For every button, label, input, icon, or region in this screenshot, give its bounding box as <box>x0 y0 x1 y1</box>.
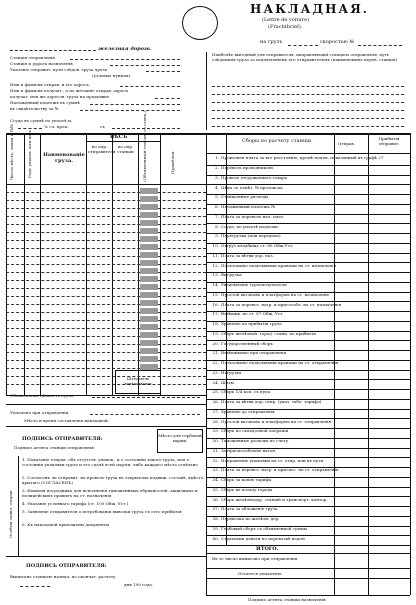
fee-item-number: 21. <box>212 350 219 356</box>
doc-subtitle-de: (Frachtbrief). <box>268 24 303 30</box>
weight-cell-shade <box>140 292 158 298</box>
cargo-label: на грузъ <box>260 39 283 45</box>
fee-item-label: Сборъ за копію тарифа <box>221 477 272 483</box>
sender-line: Наложенный платежъ въ суммѣ <box>10 100 80 105</box>
weight-cell-shade <box>140 332 158 338</box>
fee-item-label: Сборъ въ пользу города <box>221 486 273 492</box>
fee-item-label: Взвѣшив. по ст. 87 Общ. Уст. <box>221 311 284 317</box>
cargo-row-line <box>6 320 206 321</box>
fee-item <box>210 282 332 287</box>
fee-item <box>210 467 339 473</box>
fee-item-number: 5. <box>215 194 219 200</box>
stamp-place-box <box>157 429 203 453</box>
fee-item-number: 28. <box>212 418 219 424</box>
cargo-row-line <box>6 296 206 297</box>
fee-item <box>210 262 337 268</box>
fee-item <box>210 419 332 424</box>
special-note-item: 6. Къ накладной приложены документы <box>22 522 110 527</box>
date-line: дня 190 года. <box>124 582 154 587</box>
fee-item <box>210 438 332 443</box>
fee-item <box>210 185 332 190</box>
fee-item <box>210 409 332 414</box>
fee-item-label: Станціонные расходы <box>221 194 269 200</box>
cargo-row-line <box>6 200 206 201</box>
fee-item-label: Простой вагоновъ и платформъ на ст. отправленія <box>221 418 332 424</box>
fee-item <box>210 399 332 404</box>
fee-item-number: 9. <box>215 233 219 239</box>
special-note-item: 1. Показаніе отправ. объ отсутств. упаков., и о состояніи такого груза, или о состояніи упаковки груза и его сдачѣ всей партіи, либо каждаго мѣста отдѣльно <box>22 457 198 467</box>
sender-line: Указаніе отправит. пути слѣдов. груза чрезъ <box>10 67 108 72</box>
fee-item-number: 14. <box>212 282 219 288</box>
fee-item <box>210 370 332 375</box>
sender-line: Имя и фамилія получат., а по желанію отправ. адресъ <box>10 88 129 93</box>
special-note-item: 3. Фамилія посредника для исполненія таможенныхъ обрядностей, акцизныхъ и полицейскихъ правилъ на ст. назначенія <box>22 488 198 498</box>
fee-item-number: 39. <box>212 525 219 531</box>
sender-line: Станція и дорога назначенія. <box>10 61 75 66</box>
fee-item-label: Наложенный платежъ № <box>221 204 276 210</box>
fee-item-number: 16. <box>212 301 219 307</box>
col-packing-label: Родъ упаков. или нать <box>27 129 32 178</box>
fee-item-number: 2. <box>215 165 219 171</box>
doc-subtitle-fr: (Lettre de voiture) <box>262 17 309 23</box>
stamp-place-label: Мѣсто для гербовой марки. <box>158 433 202 443</box>
cargo-row-line <box>6 360 206 361</box>
fee-item <box>210 301 342 307</box>
weight-cell-shade <box>140 228 158 234</box>
cargo-row-line <box>6 336 206 337</box>
fee-item-label: Исправленіе упаковки на ст. отпр. или въ пути <box>221 457 324 463</box>
route-note: Наиболѣе выгодный для отправителя, направляющій станціею отправленія, путь слѣдованія груза за исключеніемъ его отправителемъ (наименованіе перев. станція) <box>212 52 398 63</box>
fees-header-arrival: Прибытія отправит. <box>378 136 400 146</box>
fee-item-label: Гербовый сборъ съ объявленной суммы <box>221 525 307 531</box>
weight-cell-shade <box>140 324 158 330</box>
sender-sign-label: ПОДПИСЬ ОТПРАВИТЕЛЯ: <box>22 436 103 442</box>
cargo-row-line <box>6 288 206 289</box>
total-label: ИТОГО. <box>256 546 279 552</box>
cargo-row-line <box>6 192 206 193</box>
fee-item <box>210 389 332 394</box>
weight-cell-shade <box>140 308 158 314</box>
fee-item-label: Щиты <box>221 379 234 385</box>
fee-item <box>210 243 332 248</box>
declared-value-label: Объявленная цѣнность груза <box>10 393 74 398</box>
cargo-row-line <box>6 256 206 257</box>
cargo-row-line <box>6 304 206 305</box>
col-weight-sender: по опр. отправителя <box>88 144 116 154</box>
fee-item-label: Перевозъ проводниковъ <box>221 165 274 171</box>
fee-item-number: 4. <box>215 184 219 190</box>
fee-row-line <box>206 545 410 546</box>
railway-label: железная дорога. <box>98 46 152 52</box>
fee-item-number: 24. <box>212 379 219 385</box>
special-notes-label: Особыя заявл. отправ. <box>8 489 13 538</box>
fee-item-number: 10. <box>212 243 219 249</box>
fee-item <box>210 331 332 336</box>
fee-item <box>210 292 332 297</box>
fee-item <box>210 272 332 277</box>
cargo-row-line <box>6 264 206 265</box>
cargo-row-line <box>6 232 206 233</box>
fee-item <box>210 311 332 316</box>
fee-item-number: 12. <box>212 262 219 268</box>
fee-item-number: 19. <box>212 330 219 336</box>
weight-cell-shade <box>140 356 158 362</box>
fee-item-number: 32. <box>212 457 219 463</box>
cargo-row-line <box>6 344 206 345</box>
fee-item-label: Провозъ отгружаемаго товара <box>221 174 288 180</box>
col-declared-label: (Объявленный отправ. со станц.) <box>142 110 147 182</box>
fee-item-number: 8. <box>215 223 219 229</box>
agent-sign-label: Подпись агента станціи отправленія: <box>14 445 96 450</box>
col-weight-label: ВѢСЪ <box>110 134 128 140</box>
cargo-row-line <box>6 352 206 353</box>
sender-sign2-label: ПОДПИСЬ ОТПРАВИТЕЛЯ: <box>26 563 107 569</box>
remaining-label: Остается доплатить <box>238 571 282 576</box>
col-notes-label: Примѣчан. <box>170 150 175 174</box>
fee-item-number: 1. <box>215 155 219 161</box>
weight-cell-shade <box>140 284 158 290</box>
fee-item-label: Простой вагоновъ и платформъ на ст. назначенія <box>221 291 329 297</box>
fee-item-label: Плата за вѣтви дор. наз. <box>221 252 274 258</box>
special-note-item: 2. Согласенъ ли отправит. на провозъ груза въ открытомъ подвиж. составѣ, вмѣсто крытаго (СОГЛАСЕНЪ) <box>22 475 204 485</box>
cargo-row-line <box>6 224 206 225</box>
fee-item <box>210 155 384 161</box>
fee-item-label: Таможенные расходы по счету <box>221 438 289 444</box>
weight-cell-shade <box>140 260 158 266</box>
loan-line: Ссуда въ суммѣ по уплатѣ.м. <box>10 118 73 123</box>
fees-header-departure: Отправ. <box>338 141 356 146</box>
fee-item <box>210 233 332 238</box>
fee-item-label: Плата за перевоз. нагр. и приспос. на ст. отправленія <box>221 467 339 473</box>
fee-item-number: 27. <box>212 408 219 414</box>
fee-item <box>210 341 332 346</box>
cargo-row-line <box>6 280 206 281</box>
fee-item-number: 6. <box>215 204 219 210</box>
fee-item-label: Отгруз кладбище ст. 60 Общ.Уст. <box>221 243 294 249</box>
weighing-stamp-label: Штемпель взвѣшиванія <box>124 376 152 386</box>
paid-at-departure: Въ то число выписано при отправленіи <box>212 556 298 561</box>
special-note-item: 5. Заявленіе отправителя о потребованіи вывозки груза съ сего прибытія <box>22 509 182 514</box>
weighing-stamp-box <box>115 370 161 394</box>
fee-item <box>210 253 332 258</box>
sender-line: Имя и фамилія отправ. и его адресъ. <box>10 82 91 87</box>
fee-item-label: Взвѣшиваніе при отправленіи <box>221 350 287 356</box>
weight-cell-shade <box>140 348 158 354</box>
fee-item <box>210 175 332 180</box>
issued-label: Выписано станцією назнач. по окончат. расчету <box>10 574 116 579</box>
sender-line: получат. или же адресов. груза на предъявит. <box>10 94 111 99</box>
fee-item <box>210 506 332 511</box>
fee-item-label: Перевозка по желѣзн. дор. <box>221 516 280 522</box>
fee-item-label: Нагрузка <box>221 369 242 375</box>
cargo-row-line <box>6 328 206 329</box>
fee-item-label: Плата за обложеніе груза <box>221 506 278 512</box>
cargo-row-line <box>6 312 206 313</box>
special-note-item: 4. Указаніе условнаго тарифа (ст. 100 Общ. Уст.) <box>22 501 129 506</box>
loan-interest: % сл. проц. <box>44 124 69 129</box>
fee-item <box>210 214 332 219</box>
fee-item-label: Плата за перевоз. нагр. и присособл. на ст. назначенія <box>221 301 342 307</box>
col-places-label: Число мѣстъ, знаки и №№ <box>9 124 14 180</box>
paid-label: Уплачено при отправленіи <box>10 410 69 415</box>
fee-item-label: Провозная плата за все расстояніе, кромѣ платы, показанный въ графѣ 27 <box>221 155 384 161</box>
speed-label: скоростью № <box>320 39 355 45</box>
cargo-row-line <box>6 208 206 209</box>
fee-item <box>210 380 332 385</box>
fee-item-number: 25. <box>212 389 219 395</box>
fee-item-number: 18. <box>212 321 219 327</box>
stamp-circle <box>182 6 218 40</box>
fee-item-number: 36. <box>212 496 219 502</box>
fee-item <box>210 350 332 355</box>
col-name-label: Наименованіе груза. <box>43 152 85 164</box>
fee-item <box>210 526 332 531</box>
sender-line: въ свидѣтельству за № <box>10 106 59 111</box>
place-time-label: Мѣсто и время составленія накладной: <box>24 418 110 423</box>
fee-item-label: Государственный сборъ <box>221 340 273 346</box>
dest-agent-sign: Подпись агента станціи назначенія. <box>248 597 327 602</box>
fee-item <box>210 477 332 482</box>
fee-item-label: Цѣна съ отмѣт. № протокола <box>221 184 283 190</box>
weight-cell-shade <box>140 220 158 226</box>
fee-item-label: Сборъ желѣзнодор. станцій и транспорт. контор. <box>221 496 328 502</box>
fee-item-number: 23. <box>212 369 219 375</box>
weight-cell-shade <box>140 244 158 250</box>
loan-from: съ <box>100 124 105 129</box>
weight-cell-shade <box>140 268 158 274</box>
cargo-row-line <box>6 248 206 249</box>
fee-item <box>210 165 332 170</box>
weight-cell-shade <box>140 316 158 322</box>
cargo-row-line <box>6 216 206 217</box>
fee-item-label: Ссуда, по уплатѣ подъемн. <box>221 223 280 229</box>
fee-item-label: Сборъ по складочной операціи <box>221 428 289 434</box>
fee-item-number: 40. <box>212 535 219 541</box>
cargo-row-line <box>6 272 206 273</box>
fee-item <box>210 516 332 521</box>
weight-cell-shade <box>140 300 158 306</box>
fee-item-label: Выгрузка <box>221 272 242 278</box>
cargo-row-line <box>6 376 206 377</box>
sender-line: Станція отправленія. <box>10 55 57 60</box>
weight-cell-shade <box>140 204 158 210</box>
weight-cell-shade <box>140 276 158 282</box>
weight-cell-shade <box>140 236 158 242</box>
fee-item <box>210 448 332 453</box>
fee-item-number: 38. <box>212 516 219 522</box>
fee-item-number: 37. <box>212 506 219 512</box>
fee-item-number: 29. <box>212 428 219 434</box>
fee-item-number: 22. <box>212 360 219 366</box>
weight-cell-shade <box>140 188 158 194</box>
fee-item-number: 13. <box>212 272 219 278</box>
fee-item-label: Страховыя деньги по перевозкѣ водою <box>221 535 306 541</box>
sender-line: (узловые пункты). <box>92 73 132 78</box>
fee-item-number: 15. <box>212 291 219 297</box>
weight-cell-shade <box>140 196 158 202</box>
fee-item <box>210 224 332 229</box>
fee-item-label: За приспособленіе вагон. <box>221 447 277 453</box>
fee-item-label: Сборъ желѣзной. город. станц. по прибытіи <box>221 330 316 336</box>
fee-item-number: 33. <box>212 467 219 473</box>
fee-item-number: 7. <box>215 213 219 219</box>
fee-item-label: Перегрузка (или передача) <box>221 233 281 239</box>
fee-item <box>210 487 332 492</box>
fee-item-number: 34. <box>212 477 219 483</box>
fee-item-label: Сборъ 1/4 коп. съ пуда <box>221 389 271 395</box>
fee-item <box>210 428 332 433</box>
fee-item-label: Пользованіе подъемными кранами на ст. назначенія <box>221 262 337 268</box>
fee-item-label: Плата за перевозъ нал. плат. <box>221 213 285 219</box>
fee-item <box>210 536 332 541</box>
cargo-row-line <box>6 240 206 241</box>
fee-item-label: Храненіе по прибытіи груза <box>221 321 282 327</box>
col-weight-station: по опр. станціи <box>117 144 134 154</box>
fee-item <box>210 458 332 463</box>
fee-item-label: Плата за вѣтви дор. отпр. (указ. табл. тарифа) <box>221 399 322 405</box>
fees-header: Сборы по расчету станціи. <box>242 138 313 144</box>
fee-item <box>210 194 332 199</box>
fee-item <box>210 321 332 326</box>
weight-cell-shade <box>140 340 158 346</box>
fee-item-number: 26. <box>212 399 219 405</box>
fee-item <box>210 497 332 502</box>
fee-item <box>210 204 332 209</box>
fee-item-number: 3. <box>215 174 219 180</box>
fee-item-number: 31. <box>212 447 219 453</box>
cargo-row-line <box>6 384 206 385</box>
fee-item-number: 20. <box>212 340 219 346</box>
weight-cell-shade <box>140 252 158 258</box>
fee-item-label: Уведомленіе гурзополучателя <box>221 282 287 288</box>
fee-item-number: 17. <box>212 311 219 317</box>
weight-cell-shade <box>140 212 158 218</box>
cargo-row-line <box>6 368 206 369</box>
doc-title: НАКЛАДНАЯ. <box>250 2 369 16</box>
fee-item-label: Храненіе до отправленія <box>221 408 275 414</box>
fee-item-number: 35. <box>212 486 219 492</box>
fee-item-number: 30. <box>212 438 219 444</box>
fee-item-label: Пользованіе подъемными кранами на ст. отправленія <box>221 360 339 366</box>
fee-item <box>210 360 339 366</box>
fee-item-number: 11. <box>212 252 219 258</box>
